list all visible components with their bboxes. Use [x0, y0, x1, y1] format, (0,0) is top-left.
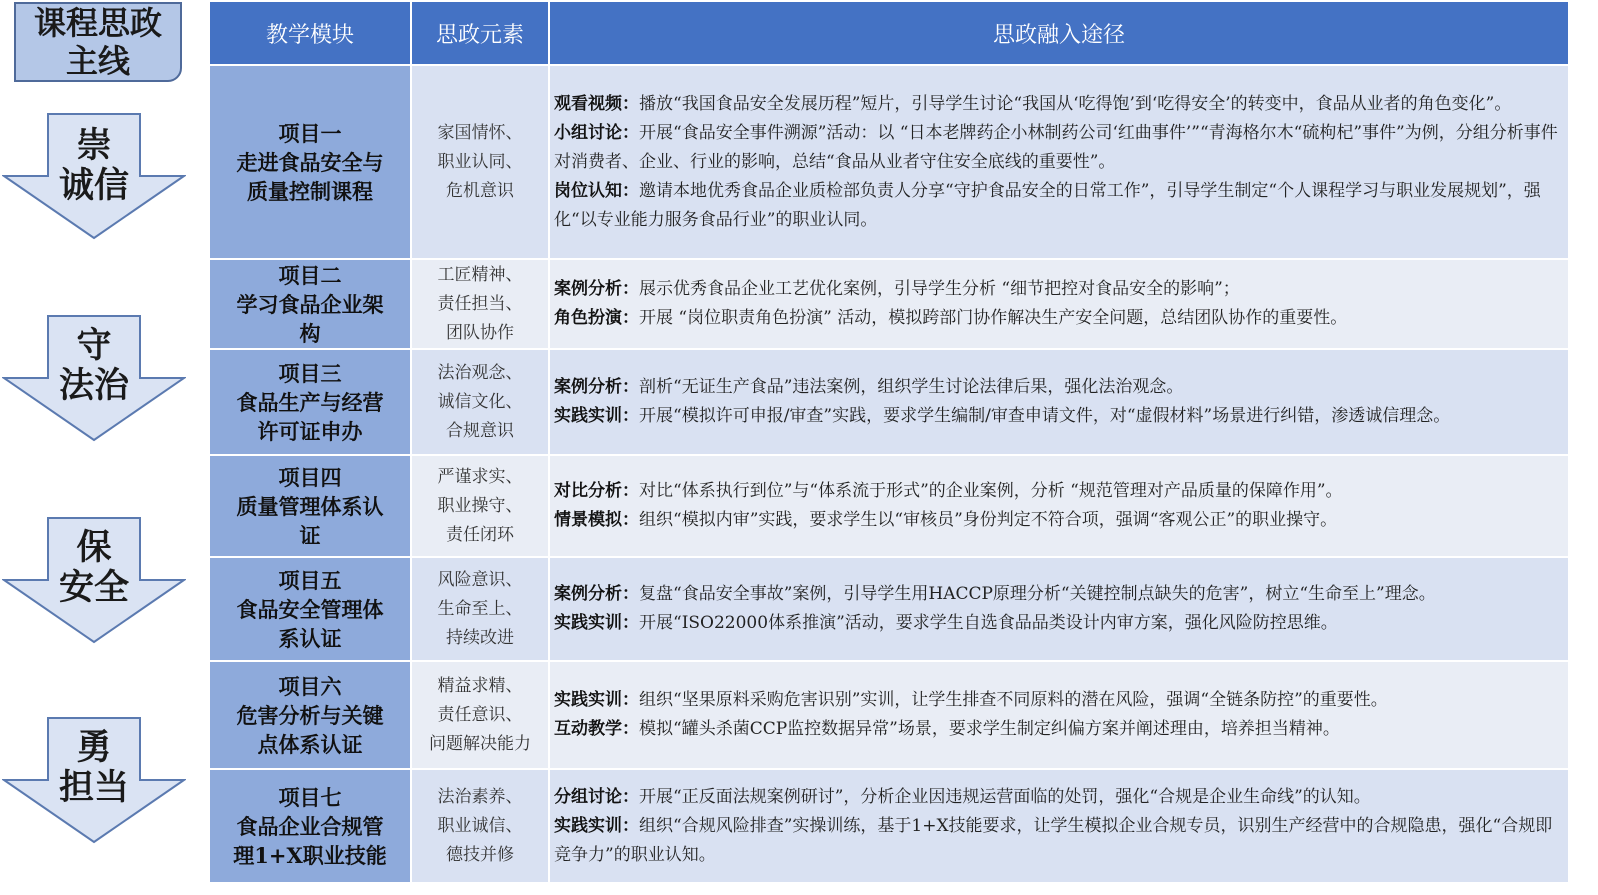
- path-text: 开展“ISO22000体系推演”活动，要求学生自选食品品类设计内审方案，强化风险防控思维。: [639, 613, 1338, 633]
- ideological-integration-table: [208, 0, 1570, 884]
- path-text: 开展“模拟许可申报/审查”实践，要求学生编制/审查申请文件，对“虚假材料”场景进行纠错，渗透诚信理念。: [639, 406, 1451, 426]
- paths-cell: [549, 65, 1569, 259]
- module-cell: 项目二 学习食品企业架 构: [209, 259, 411, 349]
- path-label: 分组讨论：: [554, 786, 639, 807]
- paths-cell: [549, 557, 1569, 661]
- path-label: 实践实训：: [554, 690, 639, 710]
- paths-cell: [549, 661, 1569, 769]
- elements-cell: 法治素养、 职业诚信、 德技并修: [411, 769, 549, 883]
- path-label: 实践实训：: [554, 613, 639, 633]
- header-module: 教学模块: [209, 1, 411, 65]
- header-elements: 思政元素: [411, 1, 549, 65]
- module-cell: 项目一 走进食品安全与 质量控制课程: [209, 65, 411, 259]
- arrow-1: [2, 112, 186, 240]
- path-label: 小组讨论：: [554, 122, 639, 143]
- module-cell: 项目六 危害分析与关键 点体系认证: [209, 661, 411, 769]
- arrow-4: [2, 716, 186, 844]
- path-text: 剖析“无证生产食品”违法案例，组织学生讨论法律后果，强化法治观念。: [639, 377, 1184, 397]
- path-text: 开展“正反面法规案例研讨”，分析企业因违规运营面临的处罚，强化“合规是企业生命线”的认知。: [639, 786, 1371, 807]
- path-label: 岗位认知：: [554, 180, 639, 201]
- paths-cell: [549, 259, 1569, 349]
- path-item: [554, 812, 1564, 870]
- path-item: [554, 373, 1564, 402]
- paths-cell: [549, 349, 1569, 455]
- path-item: [554, 90, 1564, 119]
- path-item: [554, 580, 1564, 609]
- path-item: [554, 477, 1564, 506]
- path-text: 组织“坚果原料采购危害识别”实训，让学生排查不同原料的潜在风险，强调“全链条防控”的重要性。: [639, 690, 1388, 710]
- path-item: [554, 177, 1564, 235]
- path-item: [554, 402, 1564, 431]
- path-label: 实践实训：: [554, 406, 639, 426]
- path-item: [554, 686, 1564, 715]
- path-label: 对比分析：: [554, 481, 639, 501]
- table-row: [209, 455, 1569, 557]
- path-text: 组织“合规风险排查”实操训练，基于1+X技能要求，让学生模拟企业合规专员，识别生产经营中的合规隐患，强化“合规即竞争力”的职业认知。: [554, 815, 1553, 865]
- path-label: 案例分析：: [554, 584, 639, 604]
- path-label: 情景模拟：: [554, 510, 639, 530]
- path-label: 案例分析：: [554, 377, 639, 397]
- module-cell: 项目三 食品生产与经营 许可证申办: [209, 349, 411, 455]
- arrow-label-2: 守 法治: [58, 325, 129, 406]
- module-cell: 项目四 质量管理体系认 证: [209, 455, 411, 557]
- path-item: [554, 506, 1564, 535]
- elements-cell: 法治观念、 诚信文化、 合规意识: [411, 349, 549, 455]
- path-text: 开展“食品安全事件溯源”活动：以 “日本老牌药企小林制药公司‘红曲事件’”“青海格尔木“硫枸杞”事件”为例，分组分析事件对消费者、企业、行业的影响，总结“食品从业者守住安全底线的重要性”。: [554, 122, 1558, 172]
- path-text: 播放“我国食品安全发展历程”短片，引导学生讨论“我国从‘吃得饱’到‘吃得安全’的转变中，食品从业者的角色变化”。: [639, 93, 1512, 114]
- path-text: 组织“模拟内审”实践，要求学生以“审核员”身份判定不符合项，强调“客观公正”的职业操守。: [639, 510, 1338, 530]
- arrow-label-4: 勇 担当: [58, 727, 129, 808]
- table-row: [209, 557, 1569, 661]
- path-text: 复盘“食品安全事故”案例，引导学生用HACCP原理分析“关键控制点缺失的危害”，树立“生命至上”理念。: [639, 584, 1436, 604]
- table-row: [209, 349, 1569, 455]
- table-header-row: [209, 1, 1569, 65]
- path-text: 展示优秀食品企业工艺优化案例，引导学生分析 “细节把控对食品安全的影响”；: [639, 279, 1240, 299]
- path-item: [554, 119, 1564, 177]
- path-item: [554, 609, 1564, 638]
- table-row: [209, 769, 1569, 883]
- module-cell: 项目七 食品企业合规管 理1+X职业技能: [209, 769, 411, 883]
- module-cell: 项目五 食品安全管理体 系认证: [209, 557, 411, 661]
- table-row: [209, 65, 1569, 259]
- elements-cell: 工匠精神、 责任担当、 团队协作: [411, 259, 549, 349]
- paths-cell: [549, 455, 1569, 557]
- arrow-label-1: 崇 诚信: [58, 125, 129, 206]
- arrow-3: [2, 516, 186, 644]
- path-label: 实践实训：: [554, 815, 639, 836]
- elements-cell: 严谨求实、 职业操守、 责任闭环: [411, 455, 549, 557]
- path-item: [554, 715, 1564, 744]
- arrow-2: [2, 314, 186, 442]
- table-row: [209, 661, 1569, 769]
- path-label: 观看视频：: [554, 93, 639, 114]
- path-text: 开展 “岗位职责角色扮演” 活动，模拟跨部门协作解决生产安全问题，总结团队协作的重要性。: [639, 308, 1348, 328]
- path-text: 邀请本地优秀食品企业质检部负责人分享“守护食品安全的日常工作”，引导学生制定“个人课程学习与职业发展规划”，强化“以专业能力服务食品行业”的职业认同。: [554, 180, 1541, 230]
- paths-cell: [549, 769, 1569, 883]
- path-item: [554, 275, 1564, 304]
- path-label: 互动教学：: [554, 719, 639, 739]
- path-item: [554, 304, 1564, 333]
- table-row: [209, 259, 1569, 349]
- header-paths: 思政融入途径: [549, 1, 1569, 65]
- elements-cell: 家国情怀、 职业认同、 危机意识: [411, 65, 549, 259]
- path-label: 案例分析：: [554, 279, 639, 299]
- path-item: [554, 783, 1564, 812]
- course-theme-title: 课程思政 主线: [14, 2, 182, 82]
- elements-cell: 风险意识、 生命至上、 持续改进: [411, 557, 549, 661]
- arrow-label-3: 保 安全: [58, 527, 129, 608]
- elements-cell: 精益求精、 责任意识、 问题解决能力: [411, 661, 549, 769]
- path-label: 角色扮演：: [554, 308, 639, 328]
- path-text: 对比“体系执行到位”与“体系流于形式”的企业案例，分析 “规范管理对产品质量的保障作用”。: [639, 481, 1343, 501]
- path-text: 模拟“罐头杀菌CCP监控数据异常”场景，要求学生制定纠偏方案并阐述理由，培养担当精神。: [639, 719, 1340, 739]
